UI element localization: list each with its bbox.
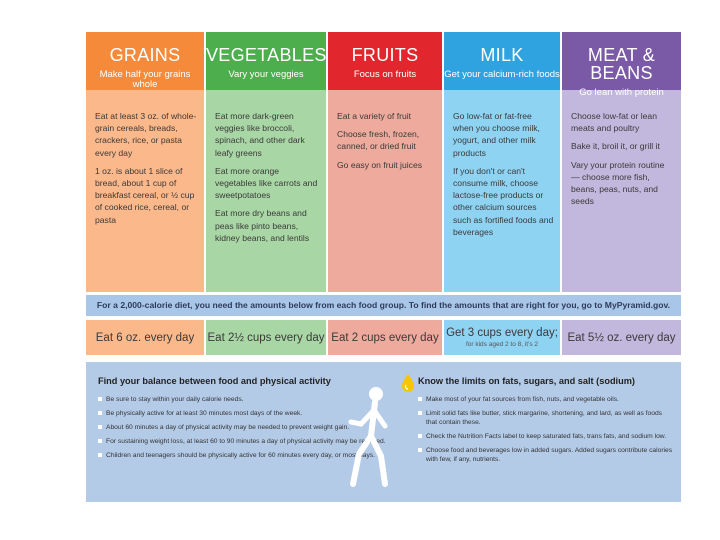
amount-text: Eat 2 cups every day (331, 331, 439, 344)
tip-text: Vary your protein routine — choose more fish, beans, peas, nuts, and seeds (571, 159, 665, 207)
column-title: VEGETABLES (206, 45, 327, 65)
balance-heading: Find your balance between food and physical activity (98, 376, 331, 386)
meat-beans-amount (562, 320, 681, 355)
column-header (562, 32, 681, 98)
list-item: Check the Nutrition Facts label to keep saturated fats, trans fats, and sodium low. (418, 432, 673, 441)
tip-text: If you don't or can't consume milk, choose lactose-free products or other calcium sources such as fortified foods and beverages (453, 165, 554, 237)
column-subtitle: Vary your veggies (228, 69, 304, 80)
food-guide-poster (86, 32, 681, 502)
amount-text: Get 3 cups every day; (446, 327, 558, 339)
column-body (328, 90, 442, 171)
column-body (444, 90, 560, 238)
list-item: Be sure to stay within your daily calorie needs. (98, 395, 398, 404)
column-subtitle: Get your calcium-rich foods (444, 69, 560, 80)
milk-amount (444, 320, 560, 355)
column-header (86, 32, 204, 90)
tip-text: Eat more dry beans and peas like pinto beans, kidney beans, and lentils (215, 208, 310, 243)
list-item: Children and teenagers should be physically active for 60 minutes every day, or most days. (98, 451, 398, 460)
column-title: GRAINS (109, 45, 181, 65)
tip-text: Eat at least 3 oz. of whole-grain cereals, breads, crackers, rice, or pasta every day (95, 111, 197, 158)
column-header (206, 32, 326, 90)
tip-text: Eat more orange vegetables like carrots and sweetpotatoes (215, 165, 318, 201)
fruits-column (328, 32, 442, 292)
daily-amounts-row (86, 320, 681, 355)
tip-text: Eat a variety of fruit (337, 111, 412, 121)
tip-text: Bake it, broil it, or grill it (571, 141, 660, 152)
column-title: MILK (480, 45, 524, 65)
guidance-panel (86, 362, 681, 502)
amount-text: Eat 2½ cups every day (207, 331, 325, 344)
stair-climber-figure-icon (341, 384, 396, 494)
column-body (206, 90, 326, 244)
list-item: Be physically active for at least 30 minutes most days of the week. (98, 409, 398, 418)
list-item: Make most of your fat sources from fish, nuts, and vegetable oils. (418, 395, 673, 404)
tip-text: Choose fresh, frozen, canned, or dried fruit (337, 129, 420, 152)
tip-text: Eat more dark-green veggies like broccoli, spinach, and other dark leafy greens (215, 111, 305, 158)
food-group-columns (86, 32, 681, 292)
tip-text: 1 oz. is about 1 slice of bread, about 1 cup of breakfast cereal, or ½ cup of cooked rice, cereal, or pasta (95, 165, 195, 225)
tip-text: Choose low-fat or lean meats and poultry (571, 111, 657, 134)
amount-note: for kids aged 2 to 8, it's 2 (465, 341, 539, 348)
milk-column (444, 32, 560, 292)
column-body (562, 87, 681, 207)
list-item: About 60 minutes a day of physical activity may be needed to prevent weight gain. (98, 423, 398, 432)
meat-beans-column (562, 32, 681, 292)
column-body (86, 90, 204, 226)
grains-amount (86, 320, 204, 355)
tip-text: Go low-fat or fat-free when you choose milk, yogurt, and other milk products (453, 111, 540, 158)
limits-list (418, 395, 673, 464)
amount-text: Eat 6 oz. every day (95, 331, 195, 344)
vegetables-column (206, 32, 326, 292)
fruits-amount (328, 320, 442, 355)
column-header (444, 32, 560, 90)
grains-column (86, 32, 204, 292)
limits-section (418, 376, 673, 469)
list-item: Choose food and beverages low in added sugars. Added sugars contribute calories with few, if any, nutrients. (418, 446, 673, 464)
list-item: For sustaining weight loss, at least 60 to 90 minutes a day of physical activity may be required. (98, 437, 398, 446)
calorie-info-band: For a 2,000-calorie diet, you need the amounts below from each food group. To find the amounts that are right for you, go to MyPyramid.gov. (86, 295, 681, 316)
column-subtitle: Focus on fruits (353, 69, 417, 80)
column-title: MEAT & BEANS (587, 45, 656, 83)
column-header (328, 32, 442, 90)
amount-text: Eat 5½ oz. every day (567, 331, 676, 344)
list-item: Limit solid fats like butter, stick margarine, shortening, and lard, as well as foods that contain these. (418, 409, 673, 427)
column-subtitle: Make half your grains whole (99, 69, 191, 90)
vegetables-amount (206, 320, 326, 355)
tip-text: Go easy on fruit juices (337, 159, 423, 170)
column-title: FRUITS (351, 45, 419, 65)
column-subtitle: Go lean with protein (579, 87, 664, 98)
limits-heading: Know the limits on fats, sugars, and salt (sodium) (418, 376, 635, 386)
oil-drop-icon (402, 374, 414, 392)
